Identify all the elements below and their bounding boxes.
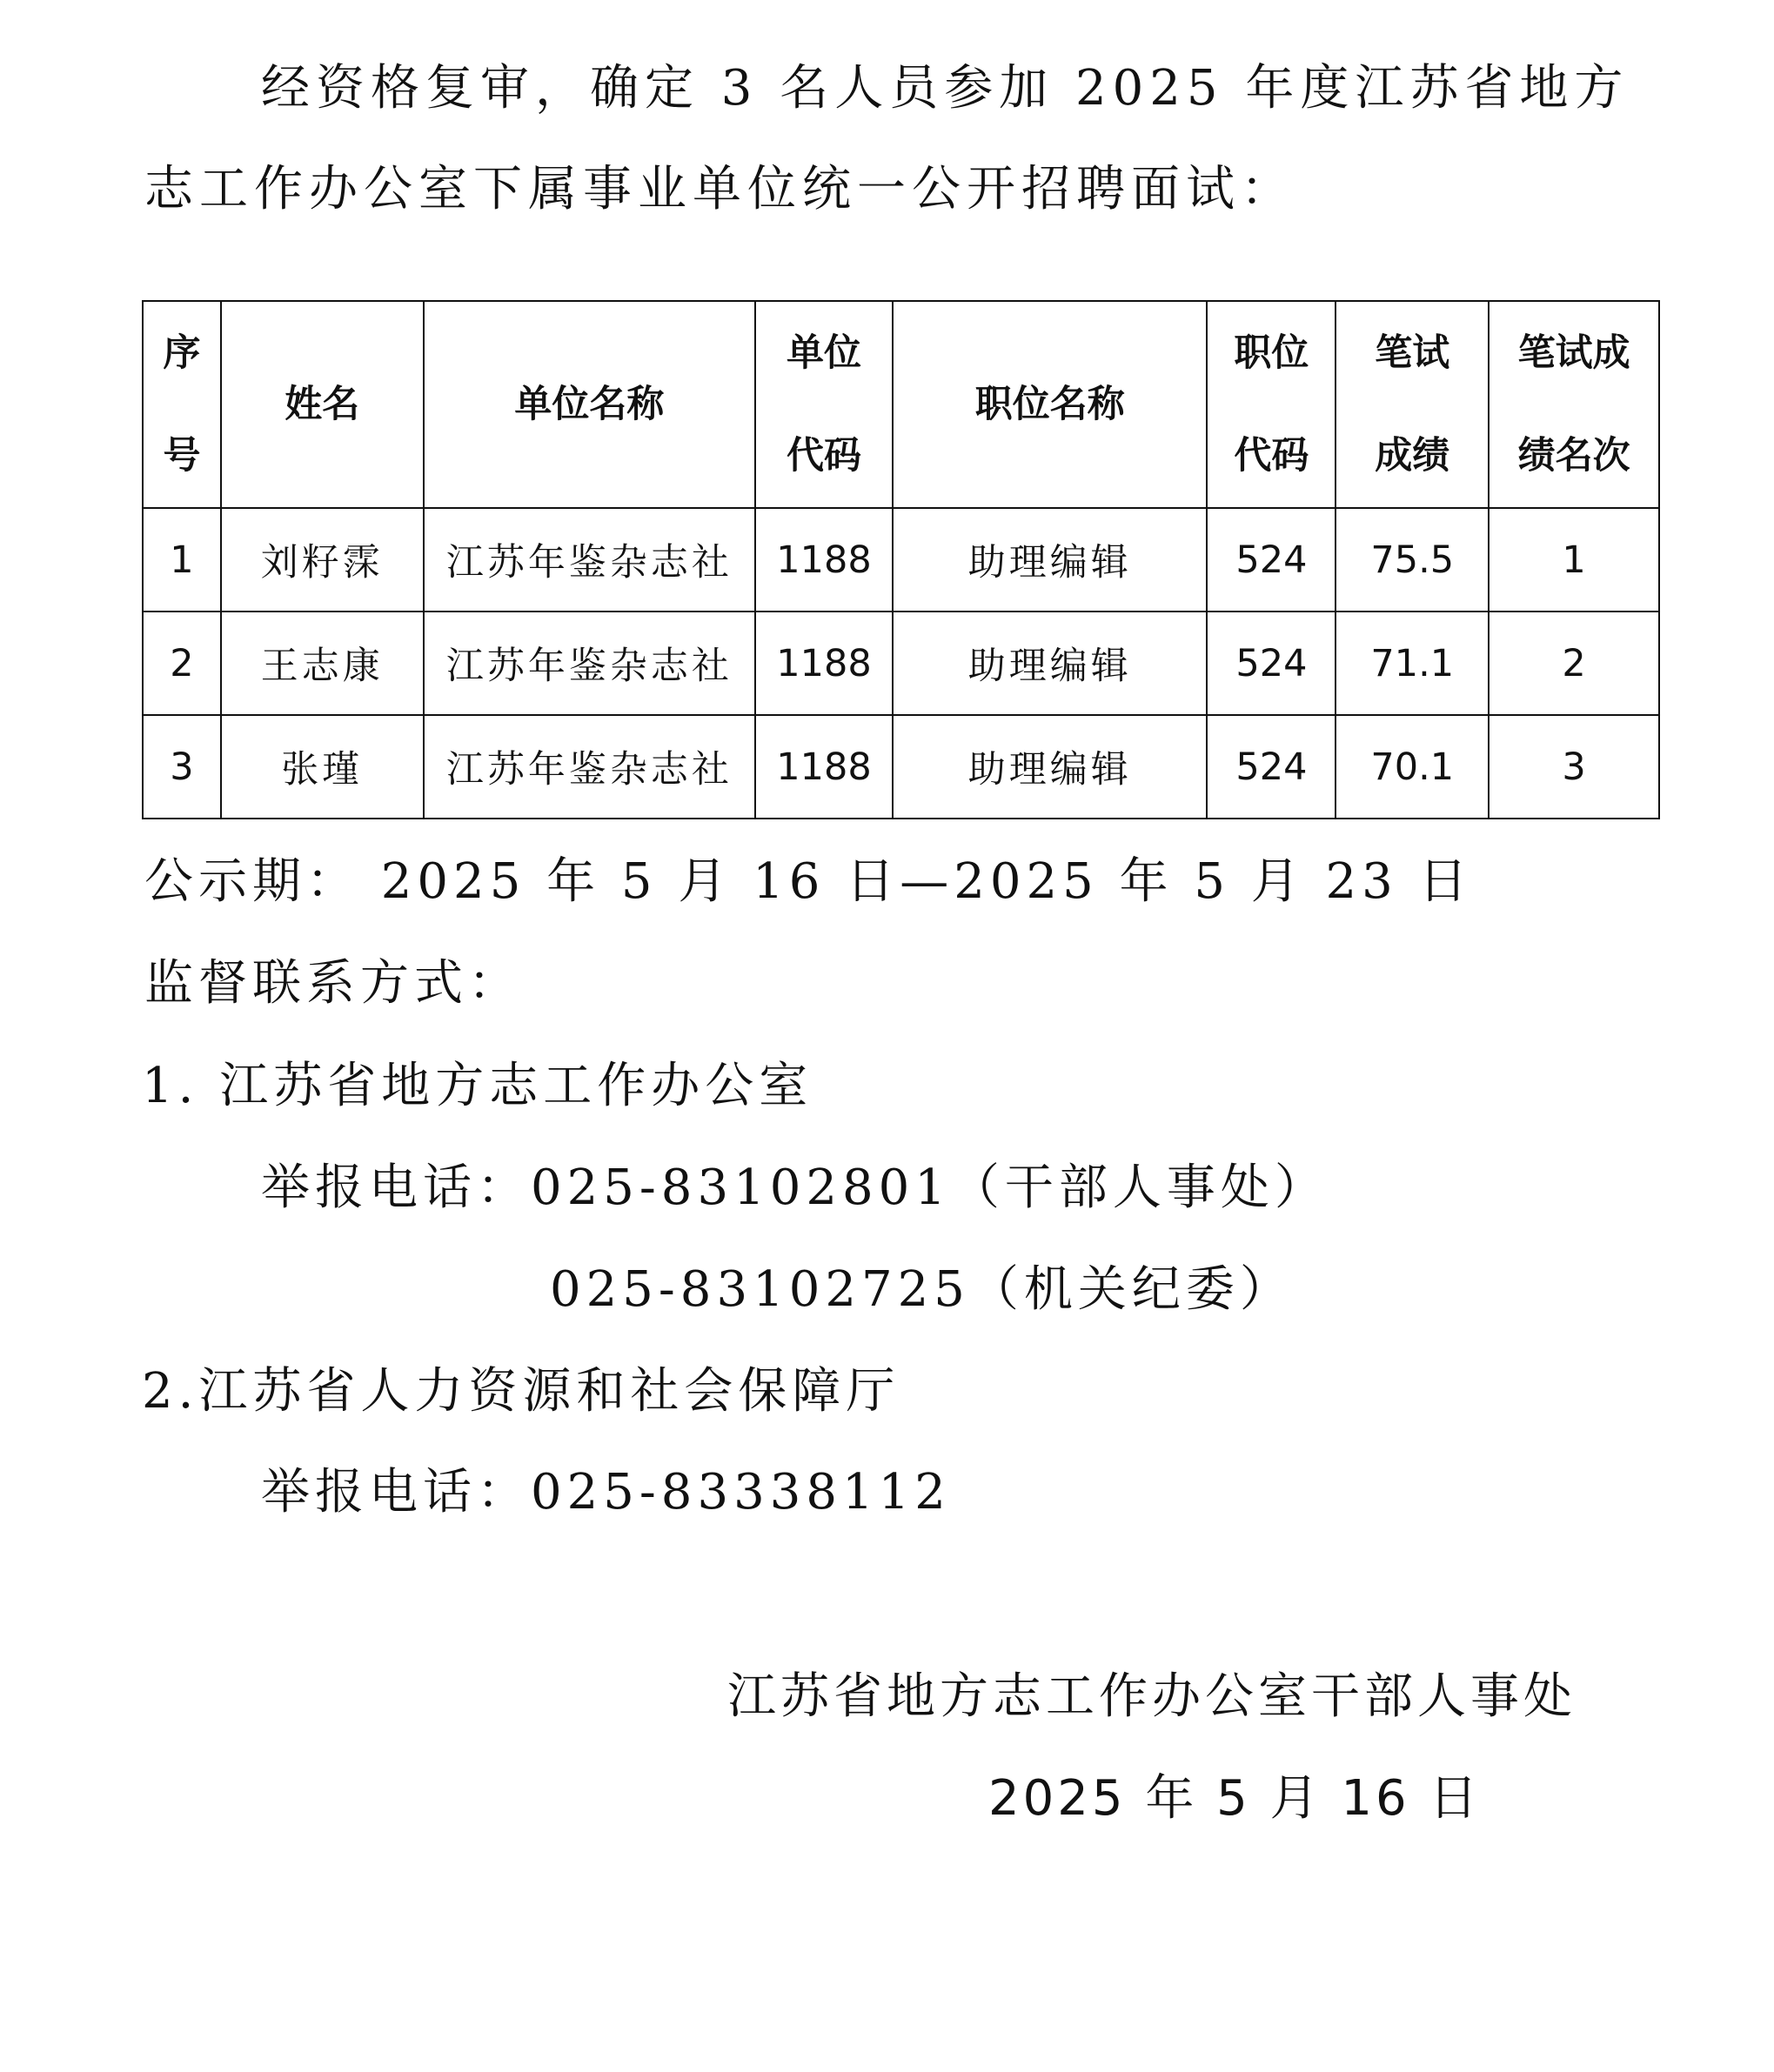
table-header-row [143, 301, 1659, 508]
cell-unit-name: 江苏年鉴杂志社 [424, 508, 755, 612]
cell-name: 王志康 [221, 612, 424, 715]
header-name: 姓名 [221, 301, 424, 508]
cell-position-code: 524 [1207, 715, 1336, 819]
cell-rank: 3 [1489, 715, 1659, 819]
cell-score: 75.5 [1336, 508, 1489, 612]
table-row [143, 508, 1659, 612]
cell-score: 70.1 [1336, 715, 1489, 819]
intro-line-1: 经资格复审，确定 3 名人员参加 2025 年度江苏省地方 [261, 60, 1630, 117]
table-row [143, 715, 1659, 819]
header-unit-name: 单位名称 [424, 301, 755, 508]
cell-position-code: 524 [1207, 612, 1336, 715]
cell-seq: 3 [143, 715, 221, 819]
contact-org-1-phone-1: 举报电话：025-83102801（干部人事处） [261, 1160, 1329, 1216]
cell-name: 刘籽霂 [221, 508, 424, 612]
header-written-score: 笔试 成绩 [1336, 301, 1489, 508]
contact-org-2: 2.江苏省人力资源和社会保障厅 [142, 1363, 900, 1420]
cell-seq: 1 [143, 508, 221, 612]
contact-org-2-phone: 举报电话：025-83338112 [261, 1464, 951, 1521]
cell-position-name: 助理编辑 [893, 508, 1207, 612]
header-seq: 序 号 [143, 301, 221, 508]
table-row [143, 612, 1659, 715]
cell-seq: 2 [143, 612, 221, 715]
cell-rank: 1 [1489, 508, 1659, 612]
supervision-contact-heading: 监督联系方式： [144, 955, 522, 1012]
cell-unit-code: 1188 [755, 508, 893, 612]
cell-position-name: 助理编辑 [893, 612, 1207, 715]
signature-date: 2025 年 5 月 16 日 [988, 1770, 1482, 1827]
cell-position-name: 助理编辑 [893, 715, 1207, 819]
header-position-name: 职位名称 [893, 301, 1207, 508]
cell-unit-code: 1188 [755, 715, 893, 819]
interview-candidates-table [142, 300, 1660, 819]
cell-rank: 2 [1489, 612, 1659, 715]
cell-score: 71.1 [1336, 612, 1489, 715]
cell-unit-name: 江苏年鉴杂志社 [424, 612, 755, 715]
cell-unit-name: 江苏年鉴杂志社 [424, 715, 755, 819]
contact-org-1-phone-2: 025-83102725（机关纪委） [550, 1261, 1294, 1318]
publicity-period: 公示期： 2025 年 5 月 16 日—2025 年 5 月 23 日 [144, 853, 1473, 910]
intro-line-2: 志工作办公室下属事业单位统一公开招聘面试： [144, 161, 1295, 217]
cell-name: 张瑾 [221, 715, 424, 819]
header-position-code: 职位 代码 [1207, 301, 1336, 508]
header-score-rank: 笔试成 绩名次 [1489, 301, 1659, 508]
cell-position-code: 524 [1207, 508, 1336, 612]
header-unit-code: 单位 代码 [755, 301, 893, 508]
signature-organization: 江苏省地方志工作办公室干部人事处 [727, 1668, 1577, 1725]
cell-unit-code: 1188 [755, 612, 893, 715]
contact-org-1: 1. 江苏省地方志工作办公室 [142, 1058, 813, 1114]
